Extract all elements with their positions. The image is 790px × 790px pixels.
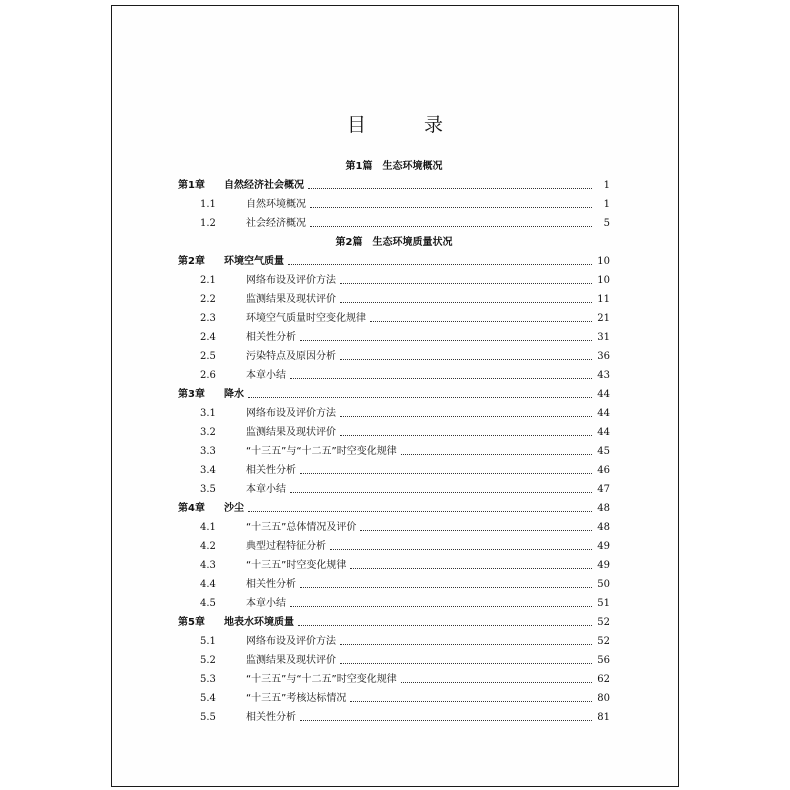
page-title: 目 录 [346,114,470,136]
dot-leader [350,700,592,702]
toc-section-row[interactable] [178,480,610,499]
toc-section-row[interactable] [178,442,610,461]
toc-section-row[interactable] [178,575,610,594]
toc-section-row[interactable] [178,290,610,309]
section-number: 4.5 [200,598,216,609]
dot-leader [290,605,592,607]
section-title: 社会经济概况 [246,218,306,229]
section-number: 3.3 [200,446,216,457]
section-title: 监测结果及现状评价 [246,427,336,438]
section-title: 本章小结 [246,484,286,495]
page-number: 50 [597,579,610,590]
section-title: 相关性分析 [246,579,296,590]
section-title: 网络布设及评价方法 [246,275,336,286]
dot-leader [300,586,592,588]
page-number: 45 [597,446,610,457]
table-of-contents [178,157,610,727]
page-number: 49 [597,560,610,571]
dot-leader [290,377,592,379]
toc-chapter-row[interactable] [178,499,610,518]
dot-leader [340,662,592,664]
page-number: 36 [597,351,610,362]
page-number: 80 [597,693,610,704]
section-title: 本章小结 [246,370,286,381]
dot-leader [340,643,592,645]
page-number: 49 [597,541,610,552]
section-number: 5.1 [200,636,216,647]
dot-leader [360,529,592,531]
section-title: “十三五”时空变化规律 [246,560,347,571]
section-title: 相关性分析 [246,465,296,476]
chapter-number: 第4章 [178,503,205,514]
document-page [111,5,679,787]
section-title: “十三五”与“十二五”时空变化规律 [246,674,397,685]
chapter-title: 自然经济社会概况 [224,180,304,191]
toc-section-row[interactable] [178,366,610,385]
section-number: 3.5 [200,484,216,495]
dot-leader [340,434,592,436]
section-title: 污染特点及原因分析 [246,351,336,362]
chapter-number: 第1章 [178,180,205,191]
toc-section-row[interactable] [178,214,610,233]
toc-section-row[interactable] [178,708,610,727]
dot-leader [401,681,592,683]
dot-leader [340,358,592,360]
section-title: 监测结果及现状评价 [246,655,336,666]
dot-leader [298,624,592,626]
section-title: 网络布设及评价方法 [246,636,336,647]
page-number: 81 [597,712,610,723]
section-title: 相关性分析 [246,712,296,723]
dot-leader [248,510,592,512]
page-number: 10 [597,275,610,286]
section-title: 自然环境概况 [246,199,306,210]
page-number: 44 [597,408,610,419]
dot-leader [288,263,592,265]
toc-section-row[interactable] [178,670,610,689]
chapter-title: 地表水环境质量 [224,617,294,628]
dot-leader [310,206,592,208]
section-number: 2.2 [200,294,216,305]
dot-leader [300,472,592,474]
page-number: 62 [597,674,610,685]
toc-section-row[interactable] [178,632,610,651]
page-number: 21 [597,313,610,324]
page-number: 52 [597,636,610,647]
page-number: 47 [597,484,610,495]
toc-chapter-row[interactable] [178,252,610,271]
dot-leader [340,415,592,417]
section-number: 4.1 [200,522,216,533]
dot-leader [300,339,592,341]
section-number: 1.2 [200,218,216,229]
chapter-title: 沙尘 [224,503,244,514]
dot-leader [300,719,592,721]
toc-section-row[interactable] [178,556,610,575]
section-title: “十三五”考核达标情况 [246,693,347,704]
page-number: 51 [597,598,610,609]
section-number: 4.3 [200,560,216,571]
section-number: 5.3 [200,674,216,685]
chapter-number: 第5章 [178,617,205,628]
section-number: 4.2 [200,541,216,552]
section-number: 4.4 [200,579,216,590]
dot-leader [330,548,592,550]
section-number: 2.3 [200,313,216,324]
section-number: 2.5 [200,351,216,362]
page-number: 1 [603,180,610,191]
section-title: 相关性分析 [246,332,296,343]
toc-chapter-row[interactable] [178,613,610,632]
dot-leader [290,491,592,493]
page-number: 48 [597,522,610,533]
toc-chapter-row[interactable] [178,176,610,195]
toc-section-row[interactable] [178,651,610,670]
toc-section-row[interactable] [178,195,610,214]
toc-section-row[interactable] [178,271,610,290]
page-number: 46 [597,465,610,476]
section-number: 3.4 [200,465,216,476]
section-number: 5.2 [200,655,216,666]
toc-chapter-row[interactable] [178,385,610,404]
dot-leader [340,301,592,303]
chapter-number: 第2章 [178,256,205,267]
toc-section-row[interactable] [178,328,610,347]
page-number: 44 [597,389,610,400]
toc-section-row[interactable] [178,461,610,480]
page-number: 52 [597,617,610,628]
toc-section-row[interactable] [178,404,610,423]
page-number: 31 [597,332,610,343]
chapter-title: 降水 [224,389,244,400]
part-title: 生态环境质量状况 [372,237,453,248]
section-title: “十三五”与“十二五”时空变化规律 [246,446,397,457]
toc-section-row[interactable] [178,537,610,556]
section-title: “十三五”总体情况及评价 [246,522,357,533]
dot-leader [350,567,592,569]
chapter-number: 第3章 [178,389,205,400]
section-number: 3.2 [200,427,216,438]
part-number: 第2篇 [335,237,363,248]
toc-part-row[interactable] [178,233,610,252]
toc-section-row[interactable] [178,423,610,442]
section-number: 2.4 [200,332,216,343]
part-number: 第1篇 [345,161,373,172]
dot-leader [401,453,592,455]
dot-leader [370,320,592,322]
toc-section-row[interactable] [178,518,610,537]
chapter-title: 环境空气质量 [224,256,284,267]
toc-part-row[interactable] [178,157,610,176]
section-number: 5.5 [200,712,216,723]
page-number: 11 [597,294,610,305]
dot-leader [248,396,592,398]
section-title: 网络布设及评价方法 [246,408,336,419]
page-number: 43 [597,370,610,381]
toc-section-row[interactable] [178,594,610,613]
page-number: 5 [603,218,610,229]
page-number: 1 [603,199,610,210]
section-title: 监测结果及现状评价 [246,294,336,305]
dot-leader [308,187,592,189]
toc-section-row[interactable] [178,347,610,366]
section-title: 典型过程特征分析 [246,541,326,552]
section-number: 2.1 [200,275,216,286]
page-number: 44 [597,427,610,438]
section-number: 5.4 [200,693,216,704]
dot-leader [310,225,592,227]
dot-leader [340,282,592,284]
part-title: 生态环境概况 [382,161,443,172]
section-number: 3.1 [200,408,216,419]
page-number: 10 [597,256,610,267]
page-number: 48 [597,503,610,514]
section-title: 本章小结 [246,598,286,609]
toc-section-row[interactable] [178,309,610,328]
section-number: 2.6 [200,370,216,381]
page-number: 56 [597,655,610,666]
toc-section-row[interactable] [178,689,610,708]
section-title: 环境空气质量时空变化规律 [246,313,366,324]
section-number: 1.1 [200,199,216,210]
